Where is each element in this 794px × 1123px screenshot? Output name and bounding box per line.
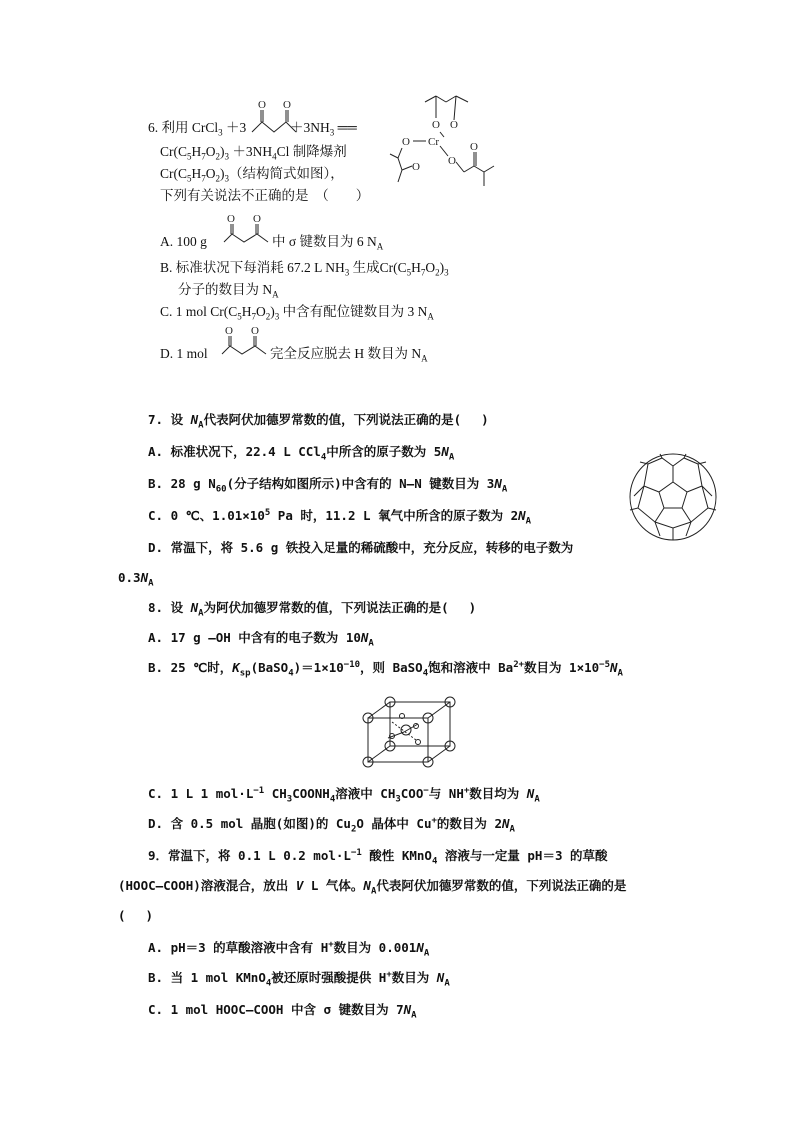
q6-text: ) bbox=[220, 144, 225, 159]
q8-text: )＝1×10 bbox=[293, 660, 344, 675]
q8-option-d bbox=[148, 815, 515, 835]
q9-stem-line1 bbox=[148, 847, 608, 867]
q8-text: D. 含 0.5 mol 晶胞(如图)的 Cu bbox=[148, 816, 351, 831]
oxygen-label: O bbox=[227, 213, 235, 225]
q7-option-d bbox=[148, 540, 573, 556]
q6-text: H bbox=[411, 260, 421, 275]
q8-text: 数目均为 bbox=[469, 786, 527, 801]
q6-option-b bbox=[160, 260, 449, 276]
superscript: − bbox=[423, 785, 429, 796]
oxygen-label: O bbox=[258, 99, 266, 111]
q7-text: 代表阿伏加德罗常数的值，下列说法正确的是( ) bbox=[203, 412, 489, 427]
na-symbol: N bbox=[363, 878, 371, 893]
q7-option-b bbox=[148, 476, 508, 495]
na-symbol: N bbox=[436, 970, 445, 985]
q9-text: (HOOC—COOH)溶液混合，放出 bbox=[118, 878, 296, 893]
q7-text: 中所含的原子数为 5 bbox=[326, 444, 442, 459]
subscript: 4 bbox=[431, 856, 438, 867]
q7-text: D. 常温下，将 5.6 g 铁投入足量的稀硫酸中，充分反应，转移的电子数为 bbox=[148, 540, 574, 555]
q8-text: 溶液中 CH bbox=[335, 786, 396, 801]
q7-text: B. 28 g N bbox=[148, 476, 216, 491]
q7-text: (分子结构如图所示)中含有的 N—N 键数目为 3 bbox=[226, 476, 495, 491]
q7-option-a bbox=[148, 444, 455, 463]
superscript: + bbox=[328, 939, 334, 950]
superscript: + bbox=[463, 785, 470, 796]
q6-text: H bbox=[241, 304, 252, 319]
q8-option-b bbox=[148, 659, 623, 679]
superscript: 5 bbox=[264, 507, 271, 518]
superscript: −10 bbox=[343, 659, 361, 670]
na-symbol: N bbox=[140, 570, 149, 585]
q6-option-d-right bbox=[270, 346, 428, 362]
q6-text: ) bbox=[270, 304, 275, 319]
q6-text: ) bbox=[439, 260, 445, 275]
q8-text: (BaSO bbox=[250, 660, 289, 675]
subscript: sp bbox=[239, 668, 251, 679]
q9-option-b bbox=[148, 969, 450, 989]
subscript: A bbox=[368, 638, 374, 649]
oxygen-label: O bbox=[225, 325, 233, 337]
q7-stem bbox=[148, 412, 489, 431]
q6-text: O bbox=[205, 144, 216, 159]
subscript: 2 bbox=[435, 267, 440, 278]
subscript: A bbox=[198, 420, 204, 431]
q8-text: C. 1 L 1 mol·L bbox=[148, 786, 254, 801]
q7-text: 7. 设 bbox=[148, 412, 191, 427]
subscript: 4 bbox=[320, 452, 327, 463]
q7-text: A. 标准状况下，22.4 L CCl bbox=[148, 444, 321, 459]
q6-line2 bbox=[160, 144, 347, 160]
subscript: A bbox=[444, 978, 450, 989]
subscript: A bbox=[617, 668, 623, 679]
q6-text: B. 标准状况下每消耗 67.2 L NH bbox=[160, 260, 345, 275]
oxygen-label: O bbox=[251, 325, 259, 337]
subscript: A bbox=[525, 516, 532, 527]
q9-text: 溶液与一定量 pH＝3 的草酸 bbox=[437, 848, 608, 863]
q6-text: O bbox=[425, 260, 436, 275]
subscript: 5 bbox=[237, 311, 242, 322]
subscript: 3 bbox=[344, 267, 350, 278]
q9-text: 数目为 bbox=[391, 970, 437, 985]
superscript: 2+ bbox=[513, 659, 525, 670]
subscript: A bbox=[272, 289, 279, 300]
q8-text: 8. 设 bbox=[148, 600, 191, 615]
subscript: 3 bbox=[218, 127, 223, 138]
oxygen-label: O bbox=[412, 161, 420, 173]
q6-option-d bbox=[160, 346, 208, 362]
fullerene-c60-figure bbox=[628, 452, 718, 542]
na-symbol: N bbox=[526, 786, 535, 801]
q8-text: ，则 BaSO bbox=[360, 660, 423, 675]
q6-text: Cl 制降爆剂 bbox=[276, 144, 347, 159]
subscript: 5 bbox=[406, 267, 412, 278]
q7-option-c bbox=[148, 507, 532, 527]
q8-text: COONH bbox=[292, 786, 330, 801]
subscript: A bbox=[376, 241, 384, 252]
q6-line3 bbox=[160, 166, 344, 182]
subscript: 2 bbox=[350, 824, 357, 835]
subscript: 4 bbox=[272, 151, 277, 162]
subscript: 3 bbox=[224, 173, 229, 184]
q6-text: 中含有配位键数目为 3 N bbox=[279, 304, 428, 319]
q6-text: Cr(C bbox=[160, 166, 187, 181]
q6-option-c bbox=[160, 304, 434, 320]
oxygen-label: O bbox=[448, 155, 456, 167]
q6-option-a-right bbox=[272, 234, 383, 250]
subscript: A bbox=[509, 824, 515, 835]
subscript: A bbox=[198, 608, 204, 619]
q6-text: O bbox=[205, 166, 216, 181]
q8-text: 数目为 1×10 bbox=[524, 660, 600, 675]
q6-option-b-line2 bbox=[178, 282, 279, 298]
oxygen-label: O bbox=[283, 99, 291, 111]
q9-option-c bbox=[148, 1002, 417, 1021]
na-symbol: N bbox=[441, 444, 449, 459]
na-symbol: N bbox=[190, 600, 199, 615]
subscript: 4 bbox=[329, 794, 336, 805]
q6-text: ＋3 bbox=[222, 120, 247, 135]
subscript: A bbox=[534, 794, 540, 805]
q9-text: ( ) bbox=[118, 908, 154, 923]
q7-text: 0.3 bbox=[118, 570, 141, 585]
q6-text: O bbox=[256, 304, 266, 319]
subscript: 7 bbox=[201, 173, 206, 184]
oxygen-label: O bbox=[432, 119, 440, 131]
superscript: + bbox=[431, 815, 437, 826]
q8-text: A. 17 g —OH 中含有的电子数为 10 bbox=[148, 630, 361, 645]
q6-text: A. 100 g bbox=[160, 234, 207, 249]
subscript: A bbox=[501, 484, 508, 495]
subscript: 5 bbox=[187, 173, 192, 184]
q8-text: O 晶体中 Cu bbox=[356, 816, 432, 831]
q7-option-d-line2 bbox=[118, 570, 154, 589]
q7-text: Pa 时，11.2 L 氧气中所含的原子数为 2 bbox=[270, 508, 519, 523]
q6-text: H bbox=[191, 144, 202, 159]
q8-text: 为阿伏加德罗常数的值，下列说法正确的是( ) bbox=[203, 600, 477, 615]
subscript: 3 bbox=[329, 127, 335, 138]
subscript: 3 bbox=[274, 311, 280, 322]
q6-text: C. 1 mol Cr(C bbox=[160, 304, 238, 319]
q9-stem-line3 bbox=[118, 908, 153, 924]
na-symbol: N bbox=[518, 508, 526, 523]
ksp-symbol: K bbox=[232, 660, 240, 675]
subscript: A bbox=[421, 353, 428, 364]
q6-text: （结构简式如图）， bbox=[229, 166, 344, 181]
na-symbol: N bbox=[403, 1002, 412, 1017]
q8-text: CH bbox=[264, 786, 287, 801]
q6-text: 下列有关说法不正确的是 （ ） bbox=[160, 188, 370, 203]
subscript: 4 bbox=[288, 668, 294, 679]
q7-text: C. 0 ℃、1.01×10 bbox=[148, 508, 265, 523]
subscript: 3 bbox=[286, 794, 293, 805]
subscript: A bbox=[370, 886, 377, 897]
na-symbol: N bbox=[360, 630, 369, 645]
oxygen-label: O bbox=[470, 141, 478, 153]
subscript: 7 bbox=[420, 267, 426, 278]
subscript: A bbox=[427, 311, 434, 322]
q6-text: ══ bbox=[334, 120, 357, 135]
subscript: 4 bbox=[265, 978, 272, 989]
superscript: −1 bbox=[350, 847, 362, 858]
subscript: 3 bbox=[224, 151, 229, 162]
subscript: 2 bbox=[215, 151, 220, 162]
subscript: A bbox=[423, 948, 430, 959]
q6-text: H bbox=[191, 166, 202, 181]
q9-text: L 气体。 bbox=[303, 878, 364, 893]
superscript: + bbox=[386, 969, 392, 980]
q9-text: 代表阿伏加德罗常数的值，下列说法正确的是 bbox=[376, 878, 627, 893]
q9-stem-line2 bbox=[118, 878, 627, 897]
q6-text: 生成Cr(C bbox=[349, 260, 407, 275]
chromium-label: Cr bbox=[428, 136, 439, 148]
subscript: 7 bbox=[251, 311, 257, 322]
q6-text: 6. 利用 CrCl bbox=[148, 120, 219, 135]
q8-text: 的数目为 2 bbox=[436, 816, 502, 831]
q6-text: D. 1 mol bbox=[160, 346, 208, 361]
na-symbol: N bbox=[416, 940, 424, 955]
acetylacetone-structure-1 bbox=[228, 100, 290, 136]
oxygen-label: O bbox=[450, 119, 458, 131]
superscript: −1 bbox=[253, 785, 265, 796]
q9-text: B. 当 1 mol KMnO bbox=[148, 970, 266, 985]
subscript: 2 bbox=[215, 173, 220, 184]
oxygen-label: O bbox=[402, 136, 410, 148]
oxygen-label: O bbox=[253, 213, 261, 225]
subscript: 7 bbox=[201, 151, 206, 162]
q6-text: 中 σ 键数目为 6 N bbox=[272, 234, 377, 249]
q8-option-c bbox=[148, 785, 540, 805]
subscript: A bbox=[411, 1010, 417, 1021]
cu2o-unit-cell-figure bbox=[358, 696, 468, 770]
q6-text: ) bbox=[220, 166, 225, 181]
q6-line1-right bbox=[290, 120, 357, 136]
q8-text: B. 25 ℃时， bbox=[148, 660, 233, 675]
superscript: −5 bbox=[599, 659, 611, 670]
q6-text: ＋3NH bbox=[229, 144, 273, 159]
q6-line4 bbox=[160, 188, 369, 204]
q6-text: 完全反应脱去 H 数目为 N bbox=[270, 346, 422, 361]
q8-text: 与 NH bbox=[428, 786, 464, 801]
q9-text: 酸性 KMnO bbox=[361, 848, 432, 863]
q6-text: Cr(C bbox=[160, 144, 187, 159]
subscript: 3 bbox=[444, 267, 449, 278]
q9-text: 9．常温下，将 0.1 L 0.2 mol·L bbox=[148, 848, 351, 863]
q6-text: 分子的数目为 N bbox=[178, 282, 273, 297]
na-symbol: N bbox=[190, 412, 199, 427]
q8-option-a bbox=[148, 630, 374, 649]
subscript: 2 bbox=[265, 311, 271, 322]
q9-option-a bbox=[148, 939, 430, 959]
q9-text: C. 1 mol HOOC—COOH 中含 σ 键数目为 7 bbox=[148, 1002, 404, 1017]
subscript: 3 bbox=[395, 794, 401, 805]
na-symbol: N bbox=[494, 476, 502, 491]
subscript: A bbox=[148, 578, 154, 589]
q9-text: A. pH＝3 的草酸溶液中含有 H bbox=[148, 940, 329, 955]
volume-symbol: V bbox=[295, 878, 304, 893]
cr-complex-structure bbox=[388, 90, 498, 190]
q9-text: 被还原时强酸提供 H bbox=[271, 970, 387, 985]
q9-text: 数目为 0.001 bbox=[333, 940, 417, 955]
q8-stem bbox=[148, 600, 477, 619]
na-symbol: N bbox=[610, 660, 618, 675]
subscript: 4 bbox=[422, 668, 429, 679]
subscript: A bbox=[448, 452, 455, 463]
na-symbol: N bbox=[501, 816, 510, 831]
q8-text: COO bbox=[400, 786, 424, 801]
q8-text: 饱和溶液中 Ba bbox=[428, 660, 514, 675]
subscript: 5 bbox=[187, 151, 192, 162]
subscript: 60 bbox=[215, 484, 227, 495]
q6-text: ＋3NH bbox=[290, 120, 330, 135]
q6-option-a bbox=[160, 234, 207, 250]
